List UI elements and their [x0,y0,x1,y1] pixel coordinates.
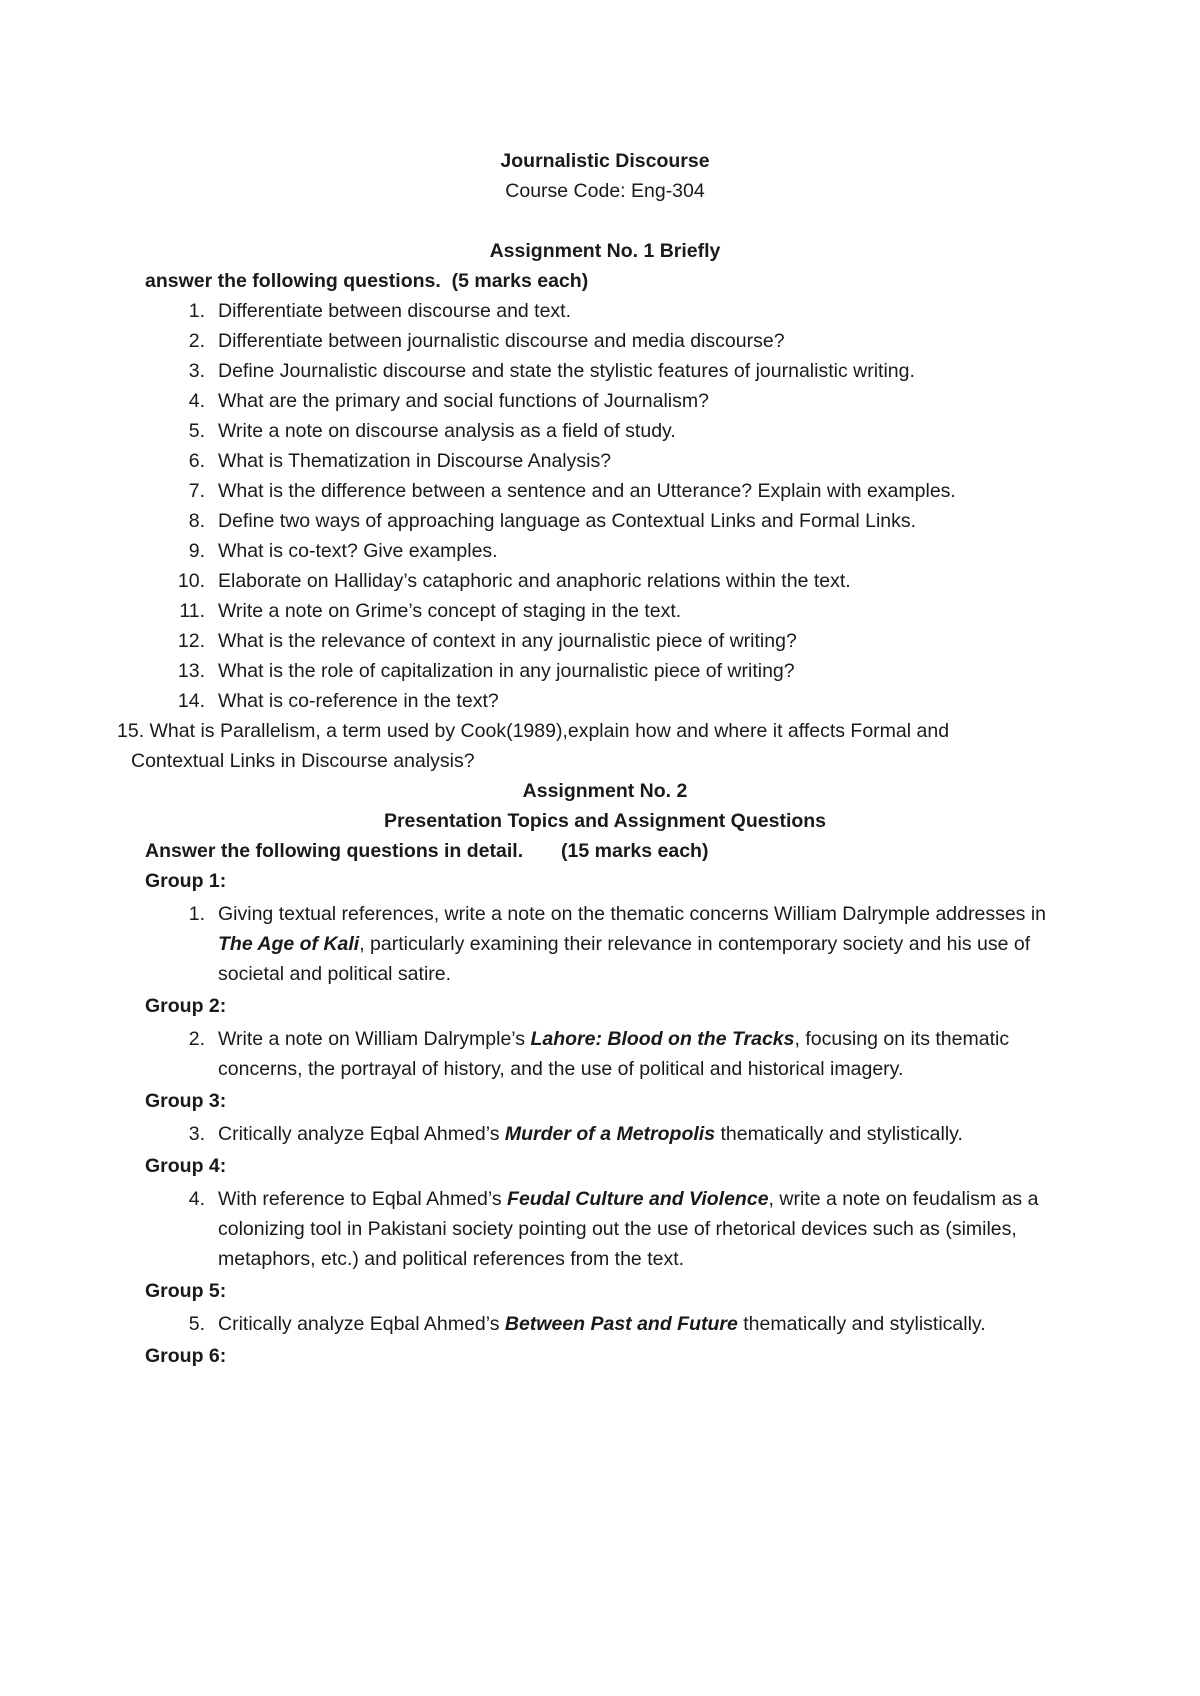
question-number: 11. [179,600,205,622]
group-section [145,991,1065,1084]
group-question [145,1309,1038,1339]
question-item [145,326,1065,356]
question-text: Differentiate between discourse and text. [218,300,572,322]
group-question [145,1119,1038,1149]
group-section [145,866,1065,989]
question-text: What is the relevance of context in any journalistic piece of writing? [218,630,797,652]
question-number: 3. [188,1123,205,1145]
work-title: Lahore: Blood on the Tracks [530,1028,795,1050]
group-label: Group 4: [145,1155,227,1177]
question-item [145,566,1065,596]
assignment-2-instruction: Answer the following questions in detail. (15 marks each) [145,840,709,862]
question-text-before: Critically analyze Eqbal Ahmed’s [218,1123,505,1145]
question-number: 14. [177,690,205,712]
question-text-after: thematically and stylistically. [737,1313,986,1335]
assignment-1-instruction: answer the following questions. (5 marks each) [145,270,589,292]
group-label: Group 3: [145,1090,227,1112]
question-text: Define two ways of approaching language as Contextual Links and Formal Links. [218,510,917,532]
question-item [145,656,1065,686]
question-item [145,596,1065,626]
group-question [145,1024,1048,1084]
document-title: Journalistic Discourse [500,150,710,172]
question-number: 4. [188,390,205,412]
assignment-2-subheading: Presentation Topics and Assignment Questions [383,810,827,832]
question-text: What is co-text? Give examples. [218,540,498,562]
work-title: Feudal Culture and Violence [507,1188,769,1210]
assignment-1-heading: Assignment No. 1 Briefly [489,240,721,262]
question-number: 2. [188,1028,205,1050]
spacer [145,206,1065,236]
question-text: What is Parallelism, a term used by Cook(1989),explain how and where it affects Formal and Contextual Links in Discourse analysis? [131,720,950,772]
group-question [145,1184,1068,1274]
question-text-after: , focusing on its thematic concerns, the portrayal of history, and the use of political and historical imagery. [218,1028,1010,1080]
question-item [145,356,1065,386]
question-number: 2. [188,330,205,352]
question-text: Define Journalistic discourse and state the stylistic features of journalistic writing. [218,360,915,382]
question-text: What is co-reference in the text? [218,690,499,712]
question-number: 5. [188,1313,205,1335]
question-item [145,446,1065,476]
question-text-before: Critically analyze Eqbal Ahmed’s [218,1313,505,1335]
question-text-before: With reference to Eqbal Ahmed’s [218,1188,508,1210]
question-text: Write a note on Grime’s concept of staging in the text. [218,600,682,622]
question-text: What is Thematization in Discourse Analysis? [218,450,612,472]
question-item [145,416,1065,446]
assignment-1-question-list [145,296,1065,716]
question-text-after: , write a note on feudalism as a colonizing tool in Pakistani society pointing out the use of rhetorical devices such as (similes, metaphors, etc.) and political references from the text. [218,1188,1039,1270]
work-title: Between Past and Future [504,1313,738,1335]
question-number: 1. [188,300,205,322]
question-number: 8. [188,510,205,532]
document-page [117,146,1065,1372]
question-number: 5. [188,420,205,442]
question-item [145,536,1065,566]
question-item-15 [117,716,1011,776]
question-text: What are the primary and social functions of Journalism? [218,390,709,412]
question-number: 6. [188,450,205,472]
group-section [145,1276,1065,1339]
group-label: Group 2: [145,995,227,1017]
work-title: Murder of a Metropolis [504,1123,716,1145]
question-text: Write a note on discourse analysis as a field of study. [218,420,676,442]
question-item [145,686,1065,716]
question-number: 13. [177,660,205,682]
question-text-before: Write a note on William Dalrymple’s [218,1028,531,1050]
question-item [145,626,1065,656]
question-text-before: Giving textual references, write a note on the thematic concerns William Dalrymple addresses in [218,903,1047,925]
question-text: What is the role of capitalization in any journalistic piece of writing? [218,660,795,682]
question-text: What is the difference between a sentence and an Utterance? Explain with examples. [218,480,956,502]
work-title: The Age of Kali [218,933,360,955]
question-text-after: thematically and stylistically. [715,1123,963,1145]
group-label: Group 1: [145,870,227,892]
question-text-after: , particularly examining their relevance in contemporary society and his use of societal and political satire. [218,933,1031,985]
question-number: 12. [177,630,205,652]
question-text: Elaborate on Halliday’s cataphoric and anaphoric relations within the text. [218,570,851,592]
question-text: Differentiate between journalistic discourse and media discourse? [218,330,785,352]
group-label: Group 6: [145,1345,227,1367]
question-number: 1. [188,903,205,925]
question-number: 9. [188,540,205,562]
question-item [145,476,978,506]
group-section [145,1086,1065,1149]
question-item [145,506,1065,536]
question-number: 3. [188,360,205,382]
group-label: Group 5: [145,1280,227,1302]
course-code: Course Code: Eng-304 [505,180,705,202]
question-number: 7. [188,480,205,502]
group-section [145,1151,1065,1274]
question-item [145,296,1065,326]
question-number: 15. [117,720,145,742]
question-number: 4. [188,1188,205,1210]
question-item [145,386,1065,416]
question-number: 10. [177,570,205,592]
group-question [145,899,1058,989]
assignment-2-heading: Assignment No. 2 [522,780,688,802]
